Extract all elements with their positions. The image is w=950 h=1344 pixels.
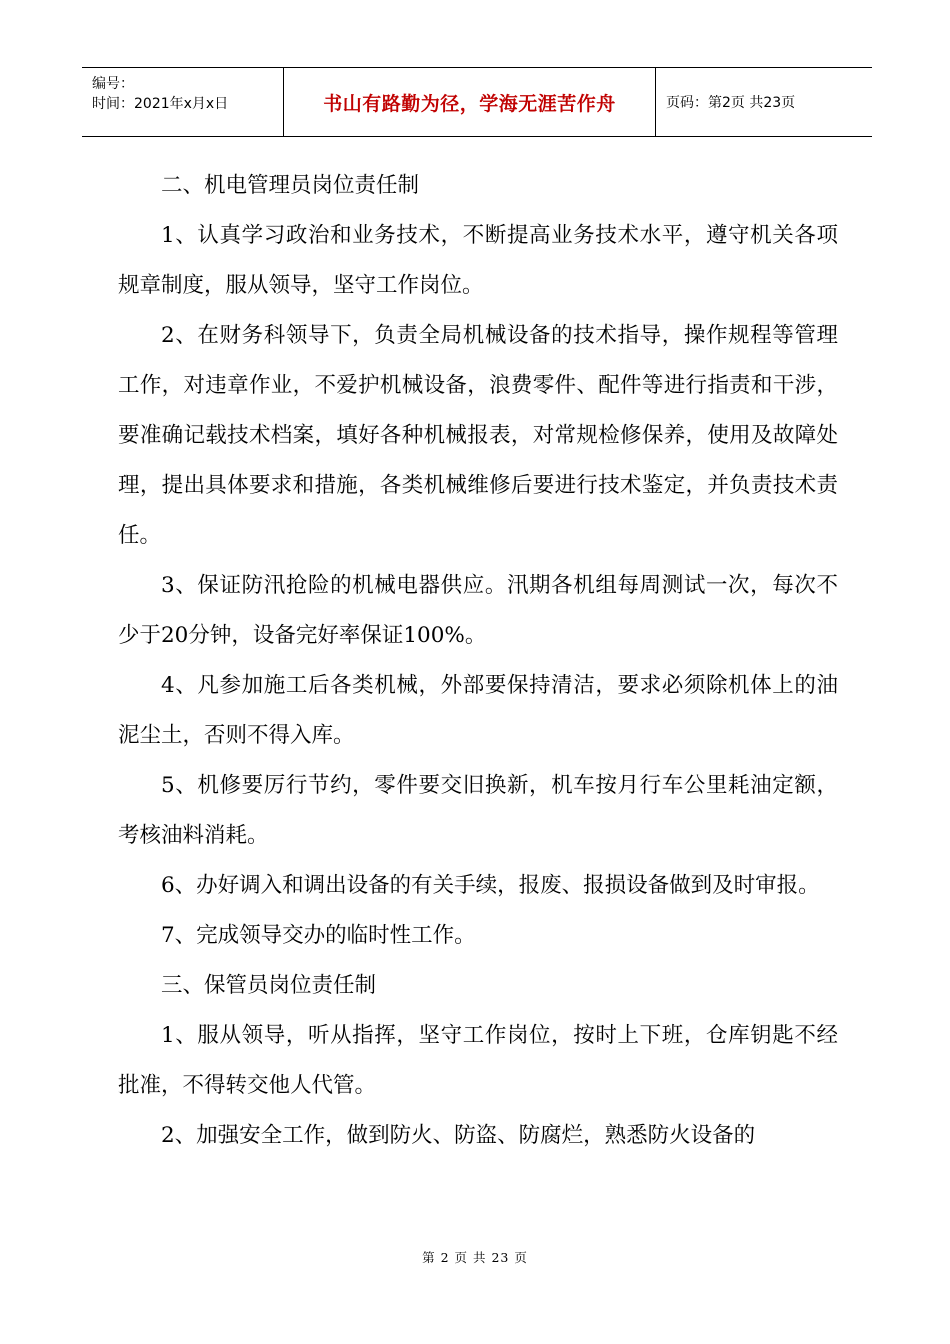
header-page-number: 页码：第2页 共23页 <box>666 95 796 111</box>
header-meta <box>82 68 284 136</box>
header-page-cell <box>656 68 872 136</box>
paragraph: 7、完成领导交办的临时性工作。 <box>161 923 476 948</box>
paragraph: 2、加强安全工作，做到防火、防盗、防腐烂，熟悉防火设备的 <box>161 1123 756 1148</box>
paragraph: 1、服从领导，听从指挥，坚守工作岗位，按时上下班，仓库钥匙不经批准，不得转交他人代管。 <box>118 1023 838 1098</box>
paragraph: 3、保证防汛抢险的机械电器供应。汛期各机组每周测试一次，每次不少于20分钟，设备完好率保证100%。 <box>118 573 838 648</box>
page-footer <box>0 1248 950 1266</box>
header-motto-cell <box>284 68 656 136</box>
header-motto: 书山有路勤为径，学海无涯苦作舟 <box>323 92 616 115</box>
paragraph: 2、在财务科领导下，负责全局机械设备的技术指导，操作规程等管理工作，对违章作业，不爱护机械设备，浪费零件、配件等进行指责和干涉，要准确记载技术档案，填好各种机械报表，对常规检修保养，使用及故障处理，提出具体要求和措施，各类机械维修后要进行技术鉴定，并负责技术责任。 <box>118 323 838 548</box>
document-time: 时间：2021年x月x日 <box>92 96 229 112</box>
section-heading: 三、保管员岗位责任制 <box>161 973 377 998</box>
paragraph: 5、机修要厉行节约，零件要交旧换新，机车按月行车公里耗油定额，考核油料消耗。 <box>118 773 838 848</box>
page-header <box>82 67 872 137</box>
paragraph: 4、凡参加施工后各类机械，外部要保持清洁，要求必须除机体上的油泥尘土，否则不得入库。 <box>118 673 838 748</box>
document-number: 编号： <box>92 76 134 92</box>
document-body <box>118 161 838 1161</box>
footer-page-number: 第 2 页 共 23 页 <box>422 1250 528 1265</box>
section-heading: 二、机电管理员岗位责任制 <box>161 173 420 198</box>
paragraph: 6、办好调入和调出设备的有关手续，报废、报损设备做到及时审报。 <box>161 873 820 898</box>
paragraph: 1、认真学习政治和业务技术，不断提高业务技术水平，遵守机关各项规章制度，服从领导，坚守工作岗位。 <box>118 223 838 298</box>
